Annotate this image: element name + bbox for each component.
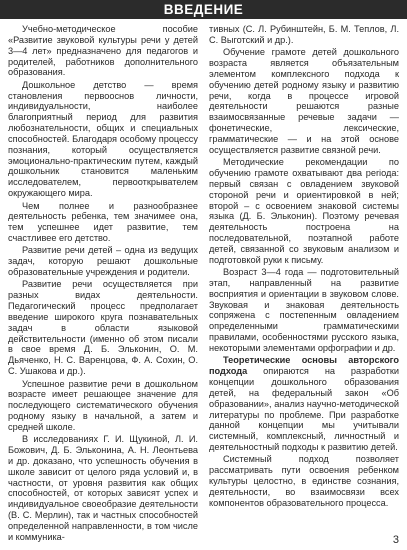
paragraph: Развитие речи детей – одна из ведущих задач, которую решают дошкольные образовательные учреждения и родители. bbox=[8, 245, 198, 278]
bold-lead-text: Теоретические основы авторского подхода bbox=[209, 355, 399, 377]
right-column bbox=[209, 24, 399, 510]
paragraph-rest: опираются на разработки концепции дошкольного образования детей, на федеральный закон «Об образовании», анализ научно-методической литературы по проблеме. При разработке данной концепции мы учитывали системный, комплексный, личностный и деятельностный подходы к развитию детей. bbox=[209, 366, 399, 453]
paragraph: Обучение грамоте детей дошкольного возраста является объязательным элементом комплексного подхода к обучению детей родному языку и развитию речи, когда в процессе игровой деятельности решаются разные взаимосвязанные речевые задачи — фонетические, лексические, грамматические — и на этой основе осуществляется развитие связной речи. bbox=[209, 47, 399, 155]
paragraph: Чем полнее и разнообразнее деятельность ребенка, тем значимее она, тем успешнее идет развитие, тем счастливее его детство. bbox=[8, 200, 198, 244]
paragraph: Методические рекомендации по обучению грамоте охватывают два periода: первый связан с овладением звуковой стороной речи и ориентировкой в ней; второй – с освоением знаковой системы языка (Д. Б. Эльконин). Поэтому речевая деятельность построена на последовательной, поэтапной работе детей, связанной со звуковым анализом и подготовкой руки к письму. bbox=[209, 157, 399, 265]
paragraph-with-bold-lead bbox=[209, 355, 399, 453]
paragraph: Развитие речи осуществляется при разных видах деятельности. Педагогический процесс предполагает введение широкого круга познавательных задач в области языковой действительности (именно об этом писали в свое время Д. Б. Эльконин, О. М. Дьяченко, Н. С. Варенцова, Ф. А. Сохин, О. С. Ушакова и др.). bbox=[8, 279, 198, 377]
page-number: 3 bbox=[392, 534, 399, 546]
paragraph: В исследованиях Г. И. Щукиной, Л. И. Божович, Д. Б. Эльконина, А. Н. Леонтьева и др. доказано, что успешность обучения в школе зависит от целого ряда условий и, в частности, от уровня развития как общих способностей, от которых зависят успех и индивидуальное своеобразие деятельности (В. С. Мерлин), так и частных способностей определенной направленности, в том числе и коммуника- bbox=[8, 434, 198, 542]
page-title: ВВЕДЕНИЕ bbox=[163, 2, 244, 17]
paragraph: тивных (С. Л. Рубинштейн, Б. М. Теплов, Л. С. Выготский и др.). bbox=[209, 24, 399, 45]
left-column bbox=[8, 24, 198, 544]
header-bar bbox=[0, 0, 407, 19]
paragraph: Возраст 3—4 года — подготовительный этап, направленный на развитие восприятия и ориентации в звуковом слове. Звуковая и знаковая деятельность сопряжена с постепенным овладением определенными грамматическими правилами, особенностями русского языка, некоторыми элементами орфографии и др. bbox=[209, 267, 399, 353]
paragraph: Учебно-методическое пособие «Развитие звуковой культуры речи у детей 3—4 лет» предназначено для педагогов и родителей, работников дополнительного образования. bbox=[8, 24, 198, 78]
paragraph: Успешное развитие речи в дошкольном возрасте имеет решающее значение для последующего систематического обучения родному языку в начальной, а затем и средней школе. bbox=[8, 378, 198, 432]
paragraph: Дошкольное детство — время становления первооснов личности, индивидуальности, наиболее благоприятный период для развития любознательности, общих и специальных способностей. Благодаря особому процессу познания, который осуществляется эмоционально-практическим путем, каждый дошкольник становится маленьким исследователем, первооткрывателем окружающего мира. bbox=[8, 79, 198, 199]
paragraph: Системный подход позволяет рассматривать пути освоения ребенком культуры целостно, в единстве сознания, деятельности, во взаимосвязи всех компонентов образовательного процесса. bbox=[209, 454, 399, 508]
